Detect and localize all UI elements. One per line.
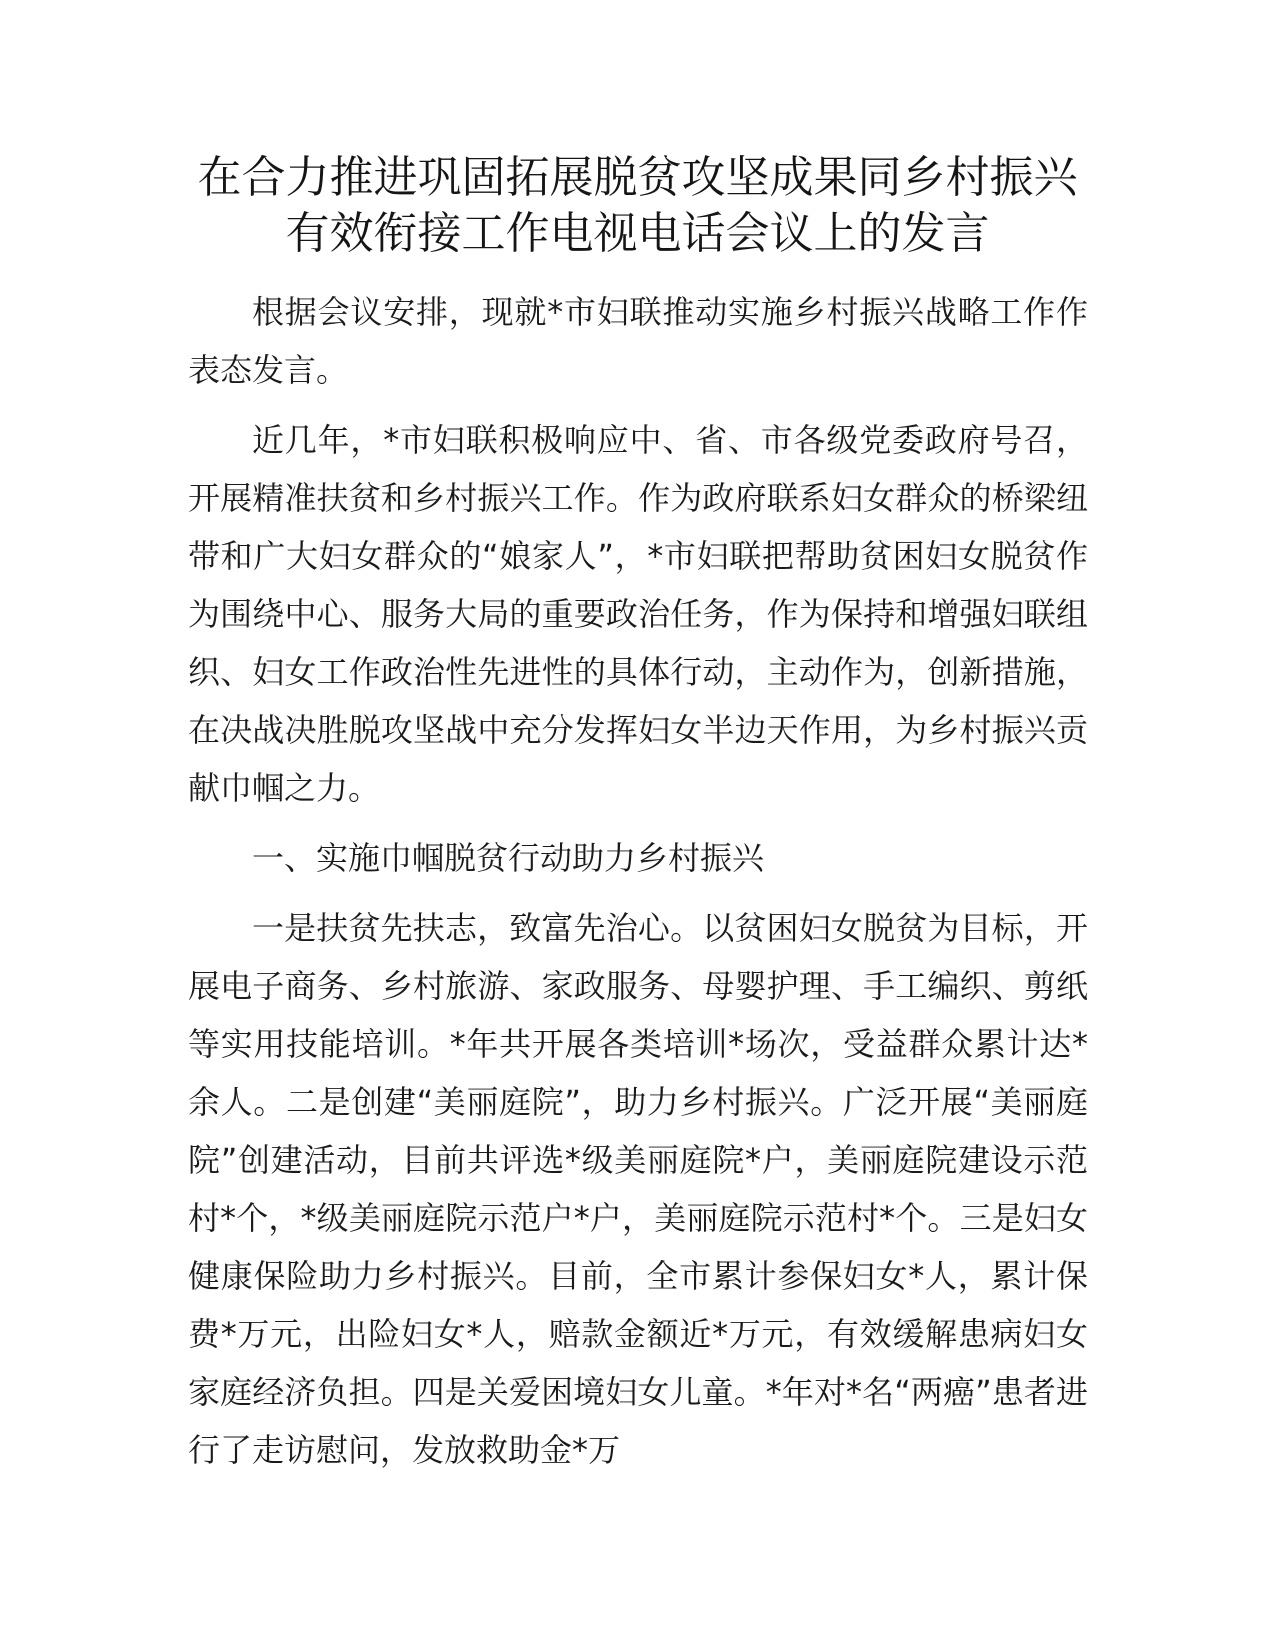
document-body — [188, 283, 1088, 1479]
paragraph-overview: 近几年，*市妇联积极响应中、省、市各级党委政府号召，开展精准扶贫和乡村振兴工作。作为政府联系妇女群众的桥梁纽带和广大妇女群众的“娘家人”，*市妇联把帮助贫困妇女脱贫作为围绕中心、服务大局的重要政治任务，作为保持和增强妇联组织、妇女工作政治性先进性的具体行动，主动作为，创新措施，在决战决胜脱攻坚战中充分发挥妇女半边天作用，为乡村振兴贡献巾帼之力。 — [188, 421, 1088, 807]
section-heading-1: 一、实施巾帼脱贫行动助力乡村振兴 — [252, 839, 765, 877]
paragraph-intro: 根据会议安排，现就*市妇联推动实施乡村振兴战略工作作表态发言。 — [188, 293, 1088, 389]
document-title — [150, 150, 1125, 262]
paragraph-section-1: 一是扶贫先扶志，致富先治心。以贫困妇女脱贫为目标，开展电子商务、乡村旅游、家政服务、母婴护理、手工编织、剪纸等实用技能培训。*年共开展各类培训*场次，受益群众累计达*余人。二是创建“美丽庭院”，助力乡村振兴。广泛开展“美丽庭院”创建活动，目前共评选*级美丽庭院*户，美丽庭院建设示范村*个，*级美丽庭院示范户*户，美丽庭院示范村*个。三是妇女健康保险助力乡村振兴。目前，全市累计参保妇女*人，累计保费*万元，出险妇女*人，赔款金额近*万元，有效缓解患病妇女家庭经济负担。四是关爱困境妇女儿童。*年对*名“两癌”患者进行了走访慰问，发放救助金*万 — [188, 909, 1088, 1469]
title-line-2: 有效衔接工作电视电话会议上的发言 — [285, 208, 990, 259]
title-line-1: 在合力推进巩固拓展脱贫攻坚成果同乡村振兴 — [197, 152, 1078, 203]
